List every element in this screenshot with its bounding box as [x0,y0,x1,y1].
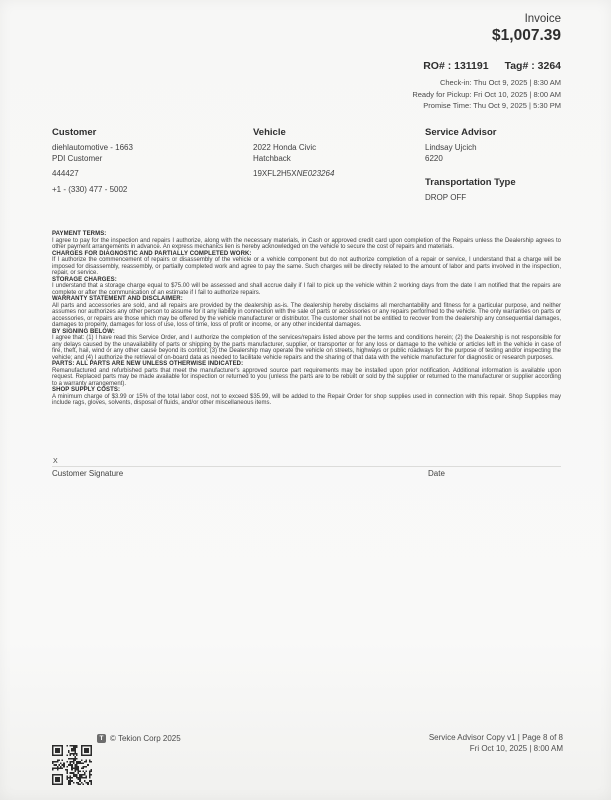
promise-time: Promise Time: Thu Oct 9, 2025 | 5:30 PM [423,101,561,110]
terms-heading: WARRANTY STATEMENT AND DISCLAIMER: [52,296,183,302]
terms-and-conditions [52,231,561,407]
transportation-section [425,177,565,204]
signature-line[interactable] [52,466,561,467]
vehicle-model-line2: Hatchback [253,153,291,163]
terms-heading: BY SIGNING BELOW: [52,328,115,335]
customer-section [52,127,253,204]
terms-section-diagnostic-charges [52,251,561,277]
terms-body: If I authorize the commencement of repairs or disassembly of the vehicle or a vehicle component but do not authorize completion of a repair or service, I understand that a charge will be imposed for disassembly, reassembly, or partially completed work and agree to pay the same. Such charges will be directly related to the amount of labor and parts involved in the inspection, repair, or service. [52,257,561,276]
terms-body: I agree that: (1) I have read this Service Order, and I authorize the completion of the services/repairs listed above per the terms and conditions herein; (2) the Dealership is not responsible for any delays caused by the unavailability of parts or shipping by the parts manufacturer, supplier, or transporter or for any loss or damage to the vehicle or articles left in the vehicle in case of fire, theft, hail, wind or any other cause beyond its control; (3) the Dealership may operate the vehicle on streets, highways or public roadways for the purpose of testing and/or inspecting the vehicle; and (4) I authorize the retrieval of on-board data as needed to facilitate vehicle repairs and the sharing of that data with the vehicle manufacturer for diagnostic or research purposes. [52,335,561,361]
printed-datetime: Fri Oct 10, 2025 | 8:00 AM [469,744,563,753]
terms-section-storage-charges [52,277,561,297]
terms-body: All parts and accessories are sold, and all repairs are provided by the dealership as-is. The dealership hereby disclaims all merchantability and fitness for a particular purpose, and neither assumes nor authorizes any other person to assume for it any liability in connection with the sale of parts or accessories or any repairs performed to the vehicle. The only warranties on parts or accessories, or repairs are those which may be offered by the vehicle manufacturer or distributor. The customer shall not be entitled to recover from the dealership any consequential damages, damages to property, damages for loss of use, loss of time, loss of profit or income, or any other incidental damages. [52,302,561,328]
service-advisor-number: 6220 [425,153,443,163]
terms-heading: CHARGES FOR DIAGNOSTIC AND PARTIALLY COMPLETED WORK: [52,250,252,257]
terms-body: Remanufactured and refurbished parts that meet the manufacturer's approved source part requirements may be installed upon prior notification. Additional information is available upon request. Replaced parts may be made available for inspection or returned to you (unless the parts are to be rebuilt or sold by the supplier or returned to the manufacturer or supplier according to a warranty arrangement). [52,367,561,387]
info-columns [52,127,565,204]
date-label: Date [428,469,445,478]
signature-labels [52,469,561,478]
terms-body: I understand that a storage charge equal to $75.00 will be assessed and shall accrue daily if I fail to pick up the vehicle within 2 working days from the date I am notified that the repairs are complete or after the communication of an estimate if I fail to authorize repairs. [52,283,561,296]
tag-number: Tag# : 3264 [504,60,561,72]
service-advisor-name: Lindsay Ujcich [425,143,477,152]
footer-page-info [429,732,563,754]
ro-tag-line [412,60,561,72]
terms-heading: PAYMENT TERMS: [52,231,107,237]
vehicle-model-line1: 2022 Honda Civic [253,143,317,152]
service-advisor-section [425,127,565,204]
customer-number: 444427 [52,169,79,178]
schedule-meta [412,77,561,112]
customer-name: diehlautomotive - 1663 [52,143,133,152]
qr-code [52,745,92,785]
vin-suffix: NE023264 [296,169,335,178]
terms-section-parts [52,361,561,387]
customer-phone: +1 - (330) 477 - 5002 [52,184,128,194]
signature-block [52,458,561,478]
terms-section-by-signing [52,329,561,362]
terms-heading: STORAGE CHARGES: [52,276,117,283]
checkin-time: Check-in: Thu Oct 9, 2025 | 8:30 AM [439,78,561,87]
footer-brand [97,734,181,743]
terms-body: A minimum charge of $3.99 or 15% of the total labor cost, not to exceed $35.99, will be added to the Repair Order for shop supplies used in connection with this repair. Shop Supplies may include rags, gloves, solvents, disposal of fluids, and/or other miscellaneous items. [52,393,561,406]
terms-section-warranty [52,296,561,329]
terms-body: I agree to pay for the inspection and repairs I authorize, along with the necessary materials, in Cash or approved credit card upon completion of the Repairs unless the Dealership agrees to other payment arrangements in advance. An express mechanics lien is hereby acknowledged on the vehicle to secure the cost of repairs and materials. [52,237,561,250]
transportation-heading: Transportation Type [425,177,516,188]
service-advisor-heading: Service Advisor [425,127,497,138]
ready-for-pickup-time: Ready for Pickup: Fri Oct 10, 2025 | 8:00 AM [412,89,561,99]
terms-section-shop-supply [52,387,561,407]
customer-heading: Customer [52,127,97,138]
customer-signature-label: Customer Signature [52,469,124,478]
invoice-total: $1,007.39 [492,27,561,44]
vehicle-heading: Vehicle [253,127,286,138]
tekion-logo-icon: T [97,734,106,743]
vehicle-section [253,127,425,204]
copy-version-page: Service Advisor Copy v1 | Page 8 of 8 [428,733,563,742]
copyright-text: © Tekion Corp 2025 [110,734,181,743]
customer-type: PDI Customer [52,153,103,163]
transportation-value: DROP OFF [425,193,467,202]
invoice-header [412,13,561,112]
terms-heading: PARTS: ALL PARTS ARE NEW UNLESS OTHERWISE INDICATED: [52,361,244,367]
terms-heading: SHOP SUPPLY COSTS: [52,387,121,393]
ro-number: RO# : 131191 [423,60,489,72]
doc-type-label: Invoice [524,13,561,25]
vehicle-vin [253,169,425,180]
signature-x-mark: X [53,458,58,465]
vin-prefix: 19XFL2H5X [253,169,297,178]
terms-section-payment [52,231,561,251]
